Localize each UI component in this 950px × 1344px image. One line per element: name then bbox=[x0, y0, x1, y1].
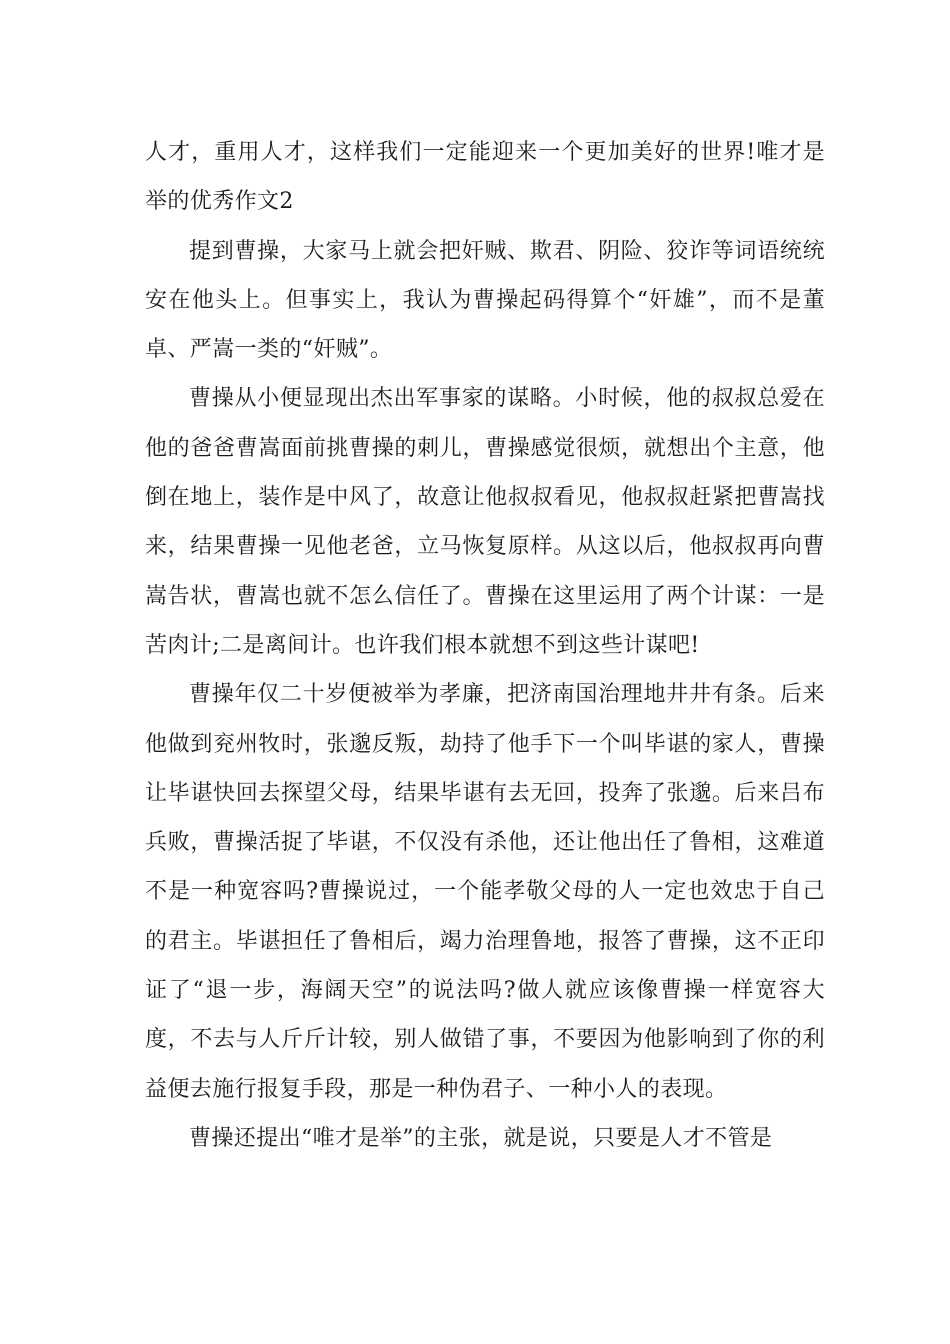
paragraph-tolerance: 曹操年仅二十岁便被举为孝廉，把济南国治理地井井有条。后来他做到兖州牧时，张邈反叛，劫持了他手下一个叫毕谌的家人，曹操让毕谌快回去探望父母，结果毕谌有去无回，投奔了张邈。后来吕布兵败，曹操活捉了毕谌，不仅没有杀他，还让他出任了鲁相，这难道不是一种宽容吗?曹操说过，一个能孝敬父母的人一定也效忠于自己的君主。毕谌担任了鲁相后，竭力治理鲁地，报答了曹操，这不正印证了“退一步，海阔天空”的说法吗?做人就应该像曹操一样宽容大度，不去与人斤斤计较，别人做错了事，不要因为他影响到了你的利益便去施行报复手段，那是一种伪君子、一种小人的表现。 bbox=[145, 682, 825, 1102]
paragraph-childhood: 曹操从小便显现出杰出军事家的谋略。小时候，他的叔叔总爱在他的爸爸曹嵩面前挑曹操的刺儿，曹操感觉很烦，就想出个主意，他倒在地上，装作是中风了，故意让他叔叔看见，他叔叔赶紧把曹嵩找来，结果曹操一见他老爸，立马恢复原样。从这以后，他叔叔再向曹嵩告状，曹嵩也就不怎么信任了。曹操在这里运用了两个计谋：一是苦肉计;二是离间计。也许我们根本就想不到这些计谋吧! bbox=[145, 386, 825, 658]
essay-body bbox=[145, 128, 825, 1163]
paragraph-continuation: 人才，重用人才，这样我们一定能迎来一个更加美好的世界!唯才是举的优秀作文2 bbox=[145, 140, 825, 215]
paragraph-talent: 曹操还提出“唯才是举”的主张，就是说，只要是人才不管是 bbox=[189, 1125, 773, 1151]
paragraph-intro: 提到曹操，大家马上就会把奸贼、欺君、阴险、狡诈等词语统统安在他头上。但事实上，我认为曹操起码得算个“奸雄”，而不是董卓、严嵩一类的“奸贼”。 bbox=[145, 238, 825, 363]
